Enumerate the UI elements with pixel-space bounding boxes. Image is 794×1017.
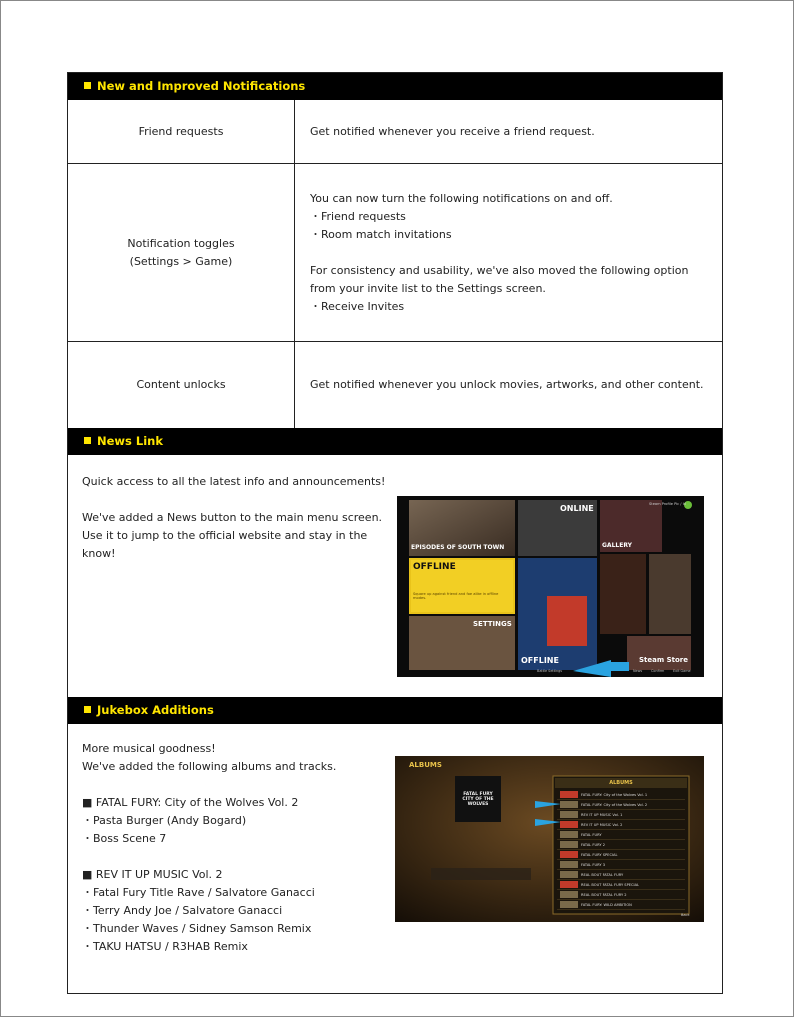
album-name: REAL BOUT FATAL FURY SPECIAL	[581, 882, 640, 887]
album-logo-icon	[560, 901, 578, 908]
text-line: Get notified whenever you receive a friend request.	[310, 124, 595, 138]
album-list-item[interactable]	[557, 830, 685, 840]
footer-hint: Battle Settings	[537, 669, 563, 673]
text-line: from your invite list to the Settings screen.	[310, 281, 546, 295]
table-row	[68, 100, 722, 164]
text-line: Get notified whenever you unlock movies, artworks, and other content.	[310, 378, 704, 391]
album-name: REV IT UP MUSIC Vol. 1	[581, 812, 623, 817]
album-logo-icon	[560, 841, 578, 848]
text-line: ■ FATAL FURY: City of the Wolves Vol. 2	[82, 796, 299, 809]
row-description	[310, 100, 712, 163]
footer-hint: Confirm	[651, 669, 665, 673]
album-logo-icon	[560, 801, 578, 808]
row-label	[68, 164, 295, 341]
main-menu-screenshot	[397, 496, 704, 677]
album-name: FATAL FURY: WILD AMBITION	[581, 902, 632, 907]
text-line: Content unlocks	[136, 378, 226, 391]
album-name: FATAL FURY	[581, 832, 602, 837]
text-line: ■ REV IT UP MUSIC Vol. 2	[82, 868, 223, 881]
text-line: We've added a News button to the main menu screen.	[82, 511, 383, 524]
tile-label[interactable]: SETTINGS	[473, 620, 512, 628]
album-list-title: ALBUMS	[609, 780, 633, 786]
text-line: You can now turn the following notifications on and off.	[310, 191, 613, 205]
album-list-item[interactable]	[557, 880, 685, 890]
album-name: FATAL FURY 3	[581, 862, 606, 867]
album-list-item[interactable]	[557, 900, 685, 910]
section-header-notifications: New and Improved Notifications	[68, 73, 722, 100]
text-line: Notification toggles	[127, 236, 235, 250]
table-row	[68, 164, 722, 342]
album-name: FATAL FURY: City of the Wolves Vol. 2	[581, 802, 648, 807]
table-row	[68, 342, 722, 428]
album-name: FATAL FURY 2	[581, 842, 606, 847]
tile-label[interactable]: OFFLINE	[521, 656, 559, 665]
jukebox-body	[82, 740, 382, 956]
section-header-jukebox: Jukebox Additions	[68, 697, 722, 724]
album-list-item[interactable]	[557, 790, 685, 800]
album-logo-icon	[560, 881, 578, 888]
text-line: ・TAKU HATSU / R3HAB Remix	[82, 940, 248, 953]
row-label	[68, 100, 295, 163]
blank-line	[310, 244, 712, 262]
square-bullet-icon	[84, 437, 91, 444]
blank-line	[82, 491, 402, 509]
row-label	[68, 342, 295, 428]
footer-hint: Exit Game	[673, 669, 691, 673]
album-logo-icon	[560, 791, 578, 798]
album-logo-icon	[560, 831, 578, 838]
text-line: (Settings > Game)	[129, 254, 233, 268]
tile-label[interactable]: OFFLINE	[413, 562, 456, 572]
text-line: Friend requests	[138, 124, 224, 138]
album-name: REAL BOUT FATAL FURY	[581, 872, 624, 877]
text-line: We've added the following albums and tracks.	[82, 760, 337, 773]
square-bullet-icon	[84, 82, 91, 89]
album-name: REAL BOUT FATAL FURY 2	[581, 892, 627, 897]
section-header-news: News Link	[68, 428, 722, 455]
album-art: FATAL FURY CITY OF THE WOLVES	[462, 792, 494, 807]
footer-hint: News	[633, 669, 643, 673]
text-line: ・Boss Scene 7	[82, 832, 167, 845]
album-list-item[interactable]	[557, 810, 685, 820]
text-line: ・Room match invitations	[310, 227, 452, 241]
album-name: FATAL FURY: City of the Wolves Vol. 1	[581, 792, 648, 797]
album-list-item[interactable]	[557, 850, 685, 860]
square-bullet-icon	[84, 706, 91, 713]
text-line: ・Terry Andy Joe / Salvatore Ganacci	[82, 904, 283, 917]
album-list-item[interactable]	[557, 860, 685, 870]
text-line: ・Friend requests	[310, 209, 406, 223]
text-line: Use it to jump to the official website and stay in the know!	[82, 529, 368, 560]
tile-label[interactable]: GALLERY	[602, 542, 632, 549]
main-menu-image	[397, 496, 704, 677]
album-list-item[interactable]	[557, 890, 685, 900]
steam-profile-tag: Steam Profile Pic / Id	[649, 502, 686, 506]
tile-label[interactable]: ONLINE	[560, 504, 594, 513]
row-description	[310, 342, 712, 428]
text-line: ・Thunder Waves / Sidney Samson Remix	[82, 922, 312, 935]
news-body	[82, 473, 402, 563]
tile-label[interactable]: EPISODES OF SOUTH TOWN	[411, 544, 505, 551]
blank-line	[82, 848, 382, 866]
text-line: ・Receive Invites	[310, 299, 405, 313]
album-list-item[interactable]	[557, 820, 685, 830]
tile-label[interactable]: Steam Store	[639, 656, 688, 664]
album-logo-icon	[560, 891, 578, 898]
album-logo-icon	[560, 811, 578, 818]
jukebox-screenshot	[395, 756, 704, 922]
album-list-item[interactable]	[557, 840, 685, 850]
row-description	[310, 164, 712, 341]
text-line: Quick access to all the latest info and announcements!	[82, 475, 386, 488]
album-logo-icon	[560, 871, 578, 878]
album-list	[557, 790, 685, 910]
patch-notes-document	[67, 72, 723, 994]
blank-line	[82, 776, 382, 794]
offline-caption: Square up against friend and foe alike in offline modes.	[413, 592, 499, 600]
album-list-item[interactable]	[557, 800, 685, 810]
album-logo-icon	[560, 851, 578, 858]
album-name: REV IT UP MUSIC Vol. 2	[581, 822, 623, 827]
album-list-item[interactable]	[557, 870, 685, 880]
album-logo-icon	[560, 861, 578, 868]
text-line: More musical goodness!	[82, 742, 216, 755]
text-line: ・Fatal Fury Title Rave / Salvatore Ganacci	[82, 886, 315, 899]
text-line: For consistency and usability, we've also moved the following option	[310, 263, 689, 277]
screen-title: ALBUMS	[409, 761, 442, 769]
text-line: ・Pasta Burger (Andy Bogard)	[82, 814, 247, 827]
album-logo-icon	[560, 821, 578, 828]
album-name: FATAL FURY SPECIAL	[581, 852, 618, 857]
footer-hint: Back	[681, 913, 690, 917]
